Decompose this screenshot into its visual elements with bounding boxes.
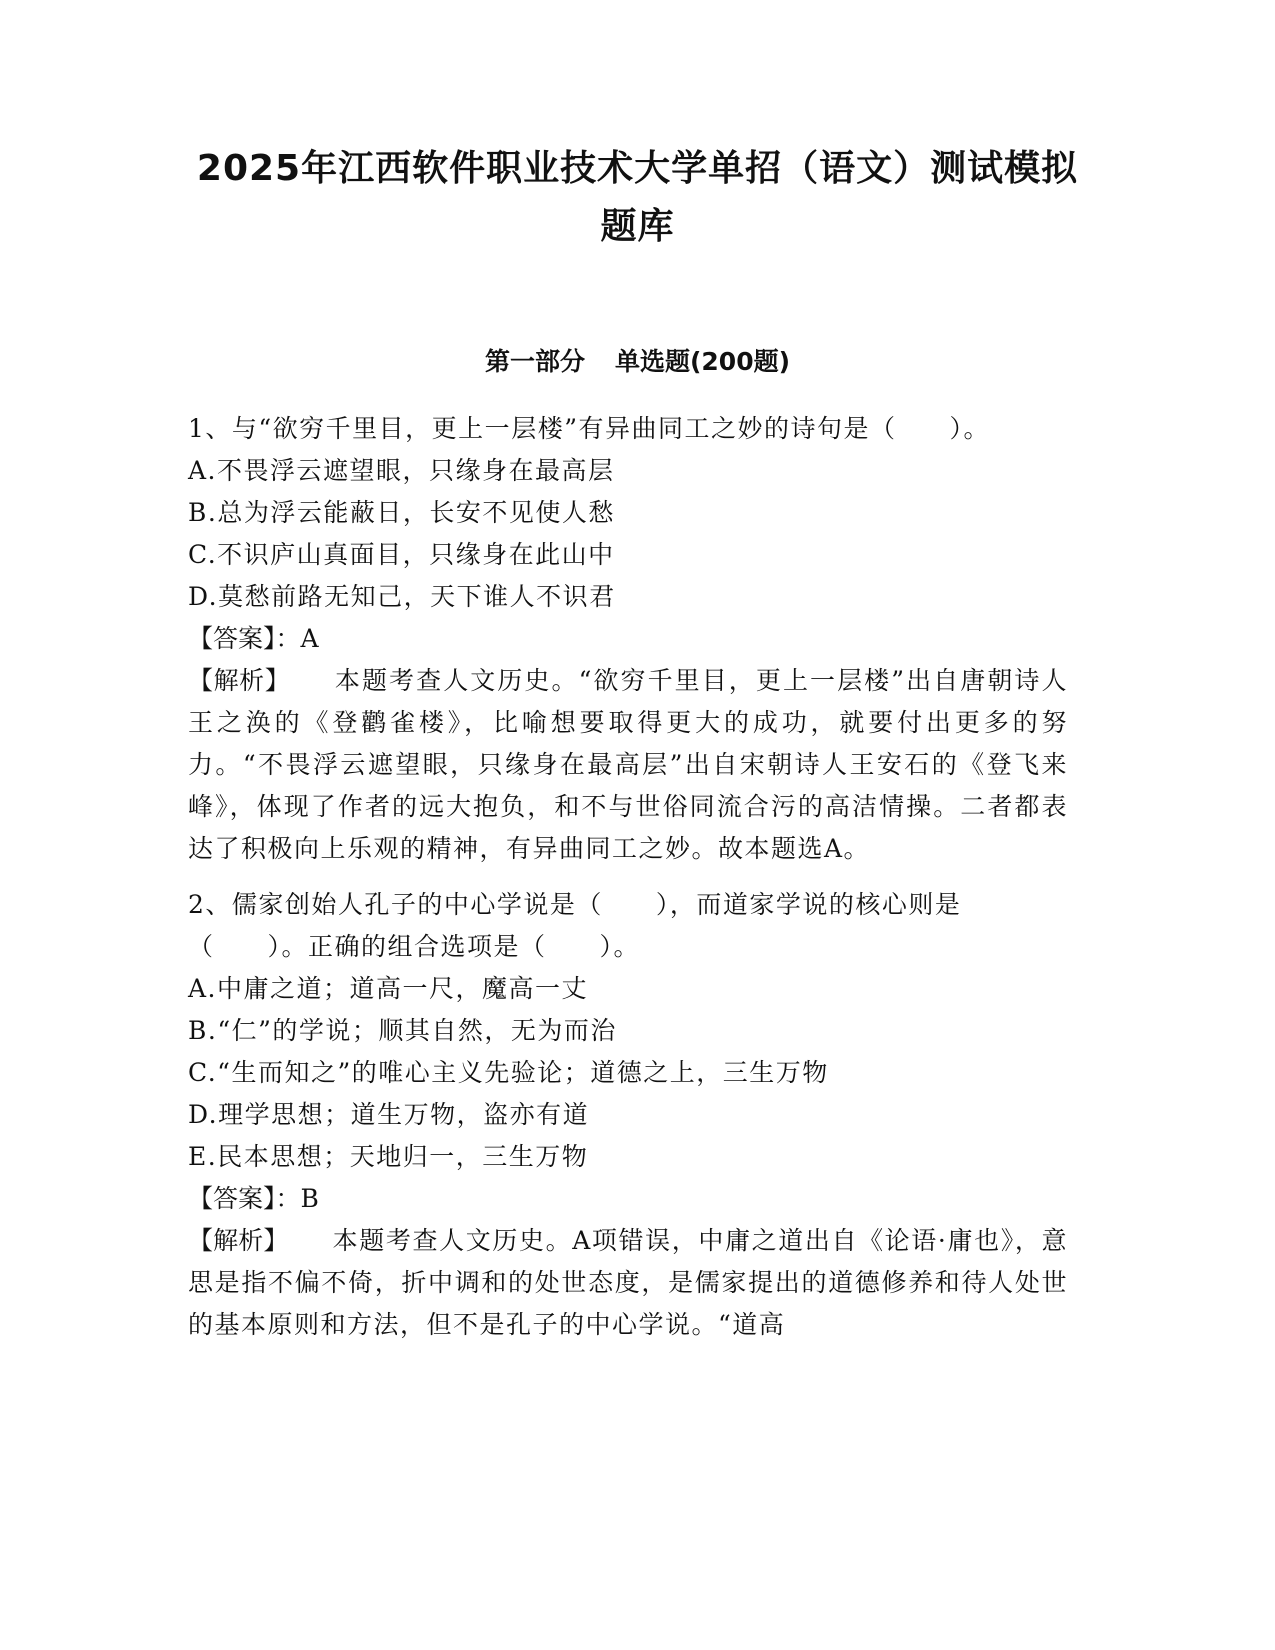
option-d: D.莫愁前路无知己，天下谁人不识君 xyxy=(188,582,616,611)
analysis-paragraph xyxy=(188,1220,1068,1346)
analysis-label: 【解析】 xyxy=(188,666,291,695)
answer-label: 【答案】： xyxy=(188,1184,301,1213)
question-stem: 2、儒家创始人孔子的中心学说是（ ），而道家学说的核心则是（ ）。正确的组合选项是（ ）。 xyxy=(188,890,962,961)
option-c: C.不识庐山真面目，只缘身在此山中 xyxy=(188,540,615,569)
option-b: B.“仁”的学说；顺其自然，无为而治 xyxy=(188,1016,617,1045)
question-1 xyxy=(188,408,1068,870)
option-a: A.中庸之道；道高一尺，魔高一丈 xyxy=(188,974,589,1003)
section-heading xyxy=(180,344,1095,380)
question-list xyxy=(188,408,1068,1360)
analysis-paragraph xyxy=(188,660,1068,870)
document-title-line-1: 2025年江西软件职业技术大学单招（语文）测试模拟 xyxy=(196,148,1079,189)
section-name: 单选题(200题) xyxy=(614,347,791,376)
document-title xyxy=(180,140,1095,256)
analysis-text: 本题考查人文历史。“欲穷千里目，更上一层楼”出自唐朝诗人王之涣的《登鹳雀楼》，比喻想要取得更大的成功，就要付出更多的努力。“不畏浮云遮望眼，只缘身在最高层”出自宋朝诗人王安石的《登飞来峰》，体现了作者的远大抱负，和不与世俗同流合污的高洁情操。二者都表达了积极向上乐观的精神，有异曲同工之妙。故本题选A。 xyxy=(188,666,1068,863)
answer-value: B xyxy=(300,1184,321,1213)
question-2 xyxy=(188,884,1068,1346)
option-d: D.理学思想；道生万物，盗亦有道 xyxy=(188,1100,590,1129)
answer-label: 【答案】： xyxy=(188,624,301,653)
answer-line xyxy=(188,1178,1068,1220)
answer-line xyxy=(188,618,1068,660)
option-b: B.总为浮云能蔽日，长安不见使人愁 xyxy=(188,498,615,527)
option-e: E.民本思想；天地归一，三生万物 xyxy=(188,1142,589,1171)
question-stem: 1、与“欲穷千里目，更上一层楼”有异曲同工之妙的诗句是（ ）。 xyxy=(188,414,990,443)
document-title-line-2: 题库 xyxy=(600,206,675,247)
option-a: A.不畏浮云遮望眼，只缘身在最高层 xyxy=(188,456,615,485)
option-c: C.“生而知之”的唯心主义先验论；道德之上，三生万物 xyxy=(188,1058,829,1087)
analysis-text: 本题考查人文历史。A项错误，中庸之道出自《论语·庸也》，意思是指不偏不倚，折中调和的处世态度，是儒家提出的道德修养和待人处世的基本原则和方法，但不是孔子的中心学说。“道高 xyxy=(188,1226,1068,1339)
section-part: 第一部分 xyxy=(484,347,585,376)
answer-value: A xyxy=(300,624,321,653)
analysis-label: 【解析】 xyxy=(188,1226,289,1255)
